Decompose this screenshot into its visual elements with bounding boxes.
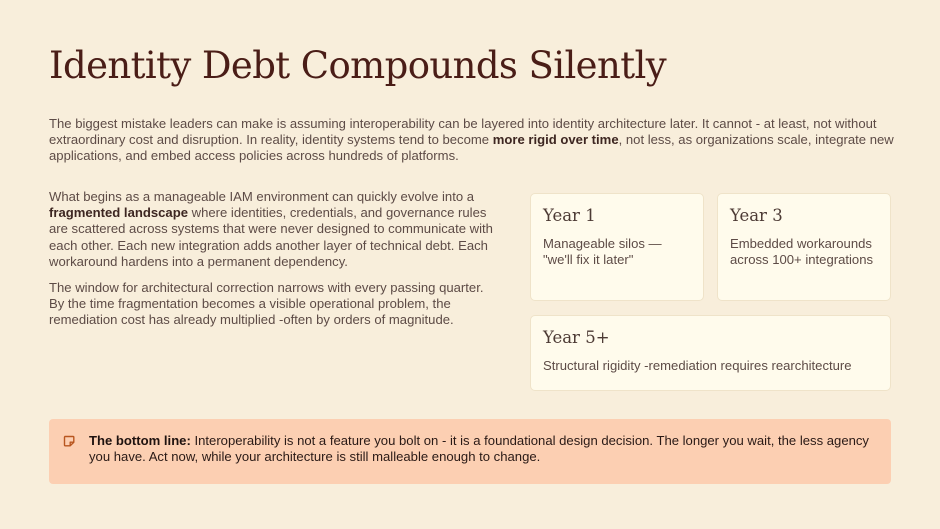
intro-text-end: , not less, as organizations scale, integrate new applications, and embed access policies across hundreds of platforms. bbox=[49, 132, 894, 164]
callout-label: The bottom line: bbox=[89, 433, 191, 448]
timeline-card-year-5 bbox=[530, 315, 891, 391]
body-p1-text: What begins as a manageable IAM environment can quickly evolve into a bbox=[49, 189, 475, 204]
callout-body: Interoperability is not a feature you bolt on - it is a foundational design decision. The longer you wait, the less agency you have. Act now, while your architecture is still malleable enough to change. bbox=[89, 433, 869, 465]
intro-paragraph bbox=[49, 116, 894, 165]
card-description: Structural rigidity -remediation requires rearchitecture bbox=[543, 358, 852, 373]
bottom-line-callout bbox=[49, 419, 891, 484]
card-year: Year 3 bbox=[730, 206, 783, 225]
timeline-card-year-1 bbox=[530, 193, 704, 301]
card-description: Manageable silos — "we'll fix it later" bbox=[543, 236, 662, 268]
card-year: Year 5+ bbox=[543, 328, 610, 347]
intro-emphasis: more rigid over time bbox=[492, 132, 619, 148]
note-icon bbox=[63, 435, 75, 447]
body-p1-text-end: where identities, credentials, and governance rules are scattered across systems that were never designed to communicate with each other. Each new integration adds another layer of technical debt. Each workaround hardens into a permanent dependency. bbox=[49, 205, 493, 269]
callout-text bbox=[89, 433, 869, 464]
body-column bbox=[49, 189, 501, 329]
body-paragraph-2: The window for architectural correction narrows with every passing quarter. By the time fragmentation becomes a visible operational problem, the remediation cost has already multiplied -often by orders of magnitude. bbox=[49, 280, 484, 328]
intro-text: The biggest mistake leaders can make is assuming interoperability can be layered into identity architecture later. It cannot - at least, not without extraordinary cost and disruption. In reality, identity systems tend to become bbox=[49, 116, 877, 148]
page-title: Identity Debt Compounds Silently bbox=[49, 44, 667, 87]
card-year: Year 1 bbox=[543, 206, 596, 225]
body-paragraph-1 bbox=[49, 189, 501, 270]
timeline-card-year-3 bbox=[717, 193, 891, 301]
card-description: Embedded workarounds across 100+ integrations bbox=[730, 236, 874, 268]
body-p1-emphasis: fragmented landscape bbox=[49, 205, 188, 221]
